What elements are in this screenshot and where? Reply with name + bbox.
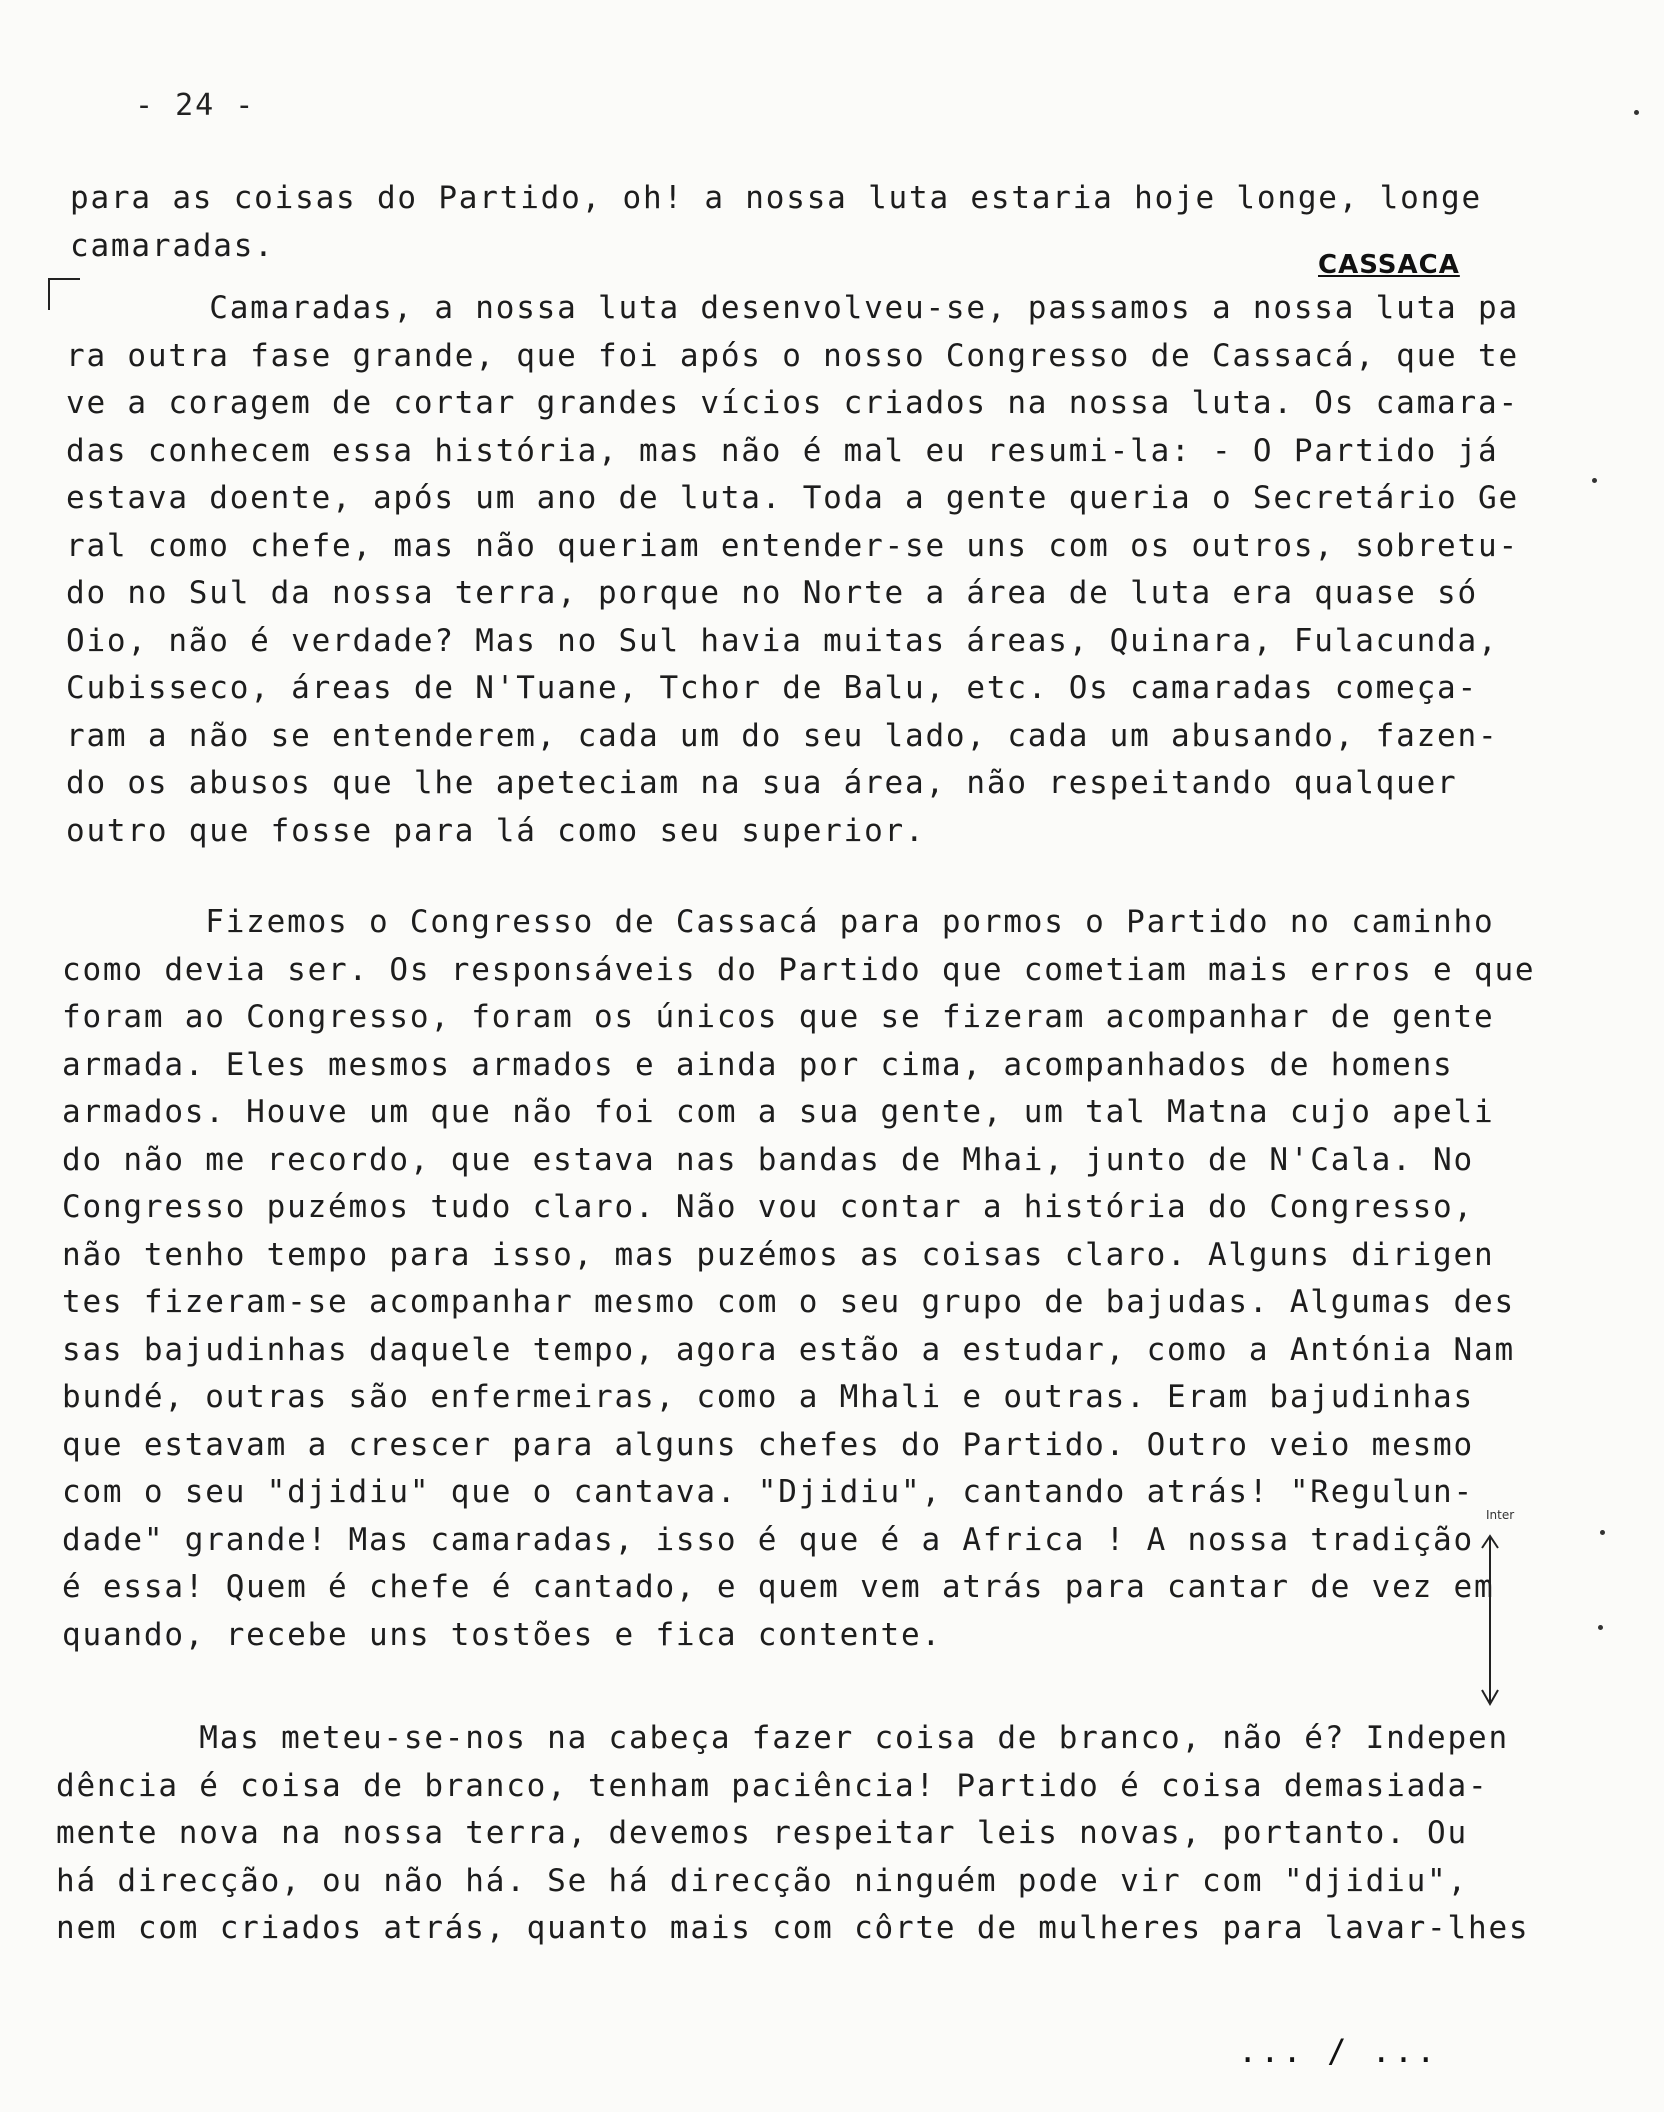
text-line: foram ao Congresso, foram os únicos que se fizeram acompanhar de gente [62, 999, 1495, 1035]
text-line: Camaradas, a nossa luta desenvolveu-se, passamos a nossa luta pa [66, 290, 1519, 326]
text-line: ve a coragem de cortar grandes vícios criados na nossa luta. Os camara- [66, 385, 1519, 421]
continuation-marker: ... / ... [1238, 2032, 1439, 2070]
text-line: armada. Eles mesmos armados e ainda por cima, acompanhados de homens [62, 1046, 1454, 1083]
text-line: Oio, não é verdade? Mas no Sul havia muitas áreas, Quinara, Fulacunda, [66, 622, 1499, 659]
text-line: ral como chefe, mas não queriam entender-se uns com os outros, sobretu- [66, 527, 1519, 564]
text-line: Mas meteu-se-nos na cabeça fazer coisa de branco, não é? Indepen [56, 1720, 1509, 1756]
handwritten-annotation: CASSACA [1318, 250, 1460, 280]
text-line: mente nova na nossa terra, devemos respeitar leis novas, portanto. Ou [56, 1815, 1468, 1851]
text-line: não tenho tempo para isso, mas puzémos as coisas claro. Alguns dirigen [62, 1236, 1495, 1273]
text-line: tes fizeram-se acompanhar mesmo com o seu grupo de bajudas. Algumas des [62, 1284, 1515, 1320]
text-line: quando, recebe uns tostões e fica contente. [62, 1616, 942, 1653]
text-line: do os abusos que lhe apeteciam na sua área, não respeitando qualquer [66, 765, 1458, 801]
text-line: há direcção, ou não há. Se há direcção ninguém pode vir com "djidiu", [56, 1862, 1468, 1899]
scan-speck [1634, 110, 1639, 115]
double-arrow-icon [1478, 1530, 1502, 1710]
scan-speck [1592, 478, 1597, 483]
text-line: camaradas. [70, 227, 275, 264]
page-number: - 24 - [135, 88, 256, 123]
text-line: das conhecem essa história, mas não é mal eu resumi-la: - O Partido já [66, 432, 1499, 469]
margin-note: Inter [1486, 1508, 1515, 1522]
text-line: nem com criados atrás, quanto mais com côrte de mulheres para lavar-lhes [56, 1910, 1530, 1946]
text-line: para as coisas do Partido, oh! a nossa luta estaria hoje longe, longe [70, 180, 1482, 216]
text-line: que estavam a crescer para alguns chefes do Partido. Outro veio mesmo [62, 1426, 1474, 1463]
text-line: dade" grande! Mas camaradas, isso é que é a Africa ! A nossa tradição [62, 1521, 1474, 1558]
text-line: Cubisseco, áreas de N'Tuane, Tchor de Balu, etc. Os camaradas começa- [66, 670, 1478, 706]
text-line: Fizemos o Congresso de Cassacá para pormos o Partido no caminho [62, 904, 1495, 940]
text-line: estava doente, após um ano de luta. Toda a gente queria o Secretário Ge [66, 480, 1519, 516]
text-line: ra outra fase grande, que foi após o nosso Congresso de Cassacá, que te [66, 337, 1519, 374]
text-line: sas bajudinhas daquele tempo, agora estão a estudar, como a Antónia Nam [62, 1331, 1515, 1368]
scan-speck [1600, 1530, 1605, 1535]
text-line: com o seu "djidiu" que o cantava. "Djidiu", cantando atrás! "Regulun- [62, 1474, 1474, 1510]
text-line: ram a não se entenderem, cada um do seu lado, cada um abusando, fazen- [66, 717, 1499, 754]
text-line: do não me recordo, que estava nas bandas de Mhai, junto de N'Cala. No [62, 1141, 1474, 1178]
text-line: é essa! Quem é chefe é cantado, e quem vem atrás para cantar de vez em [62, 1569, 1495, 1605]
text-line: Congresso puzémos tudo claro. Não vou contar a história do Congresso, [62, 1189, 1474, 1225]
text-line: outro que fosse para lá como seu superior. [66, 812, 926, 849]
text-line: como devia ser. Os responsáveis do Partido que cometiam mais erros e que [62, 951, 1536, 988]
scan-speck [1598, 1625, 1603, 1630]
text-line: dência é coisa de branco, tenham paciência! Partido é coisa demasiada- [56, 1767, 1489, 1804]
text-line: bundé, outras são enfermeiras, como a Mhali e outras. Eram bajudinhas [62, 1379, 1474, 1415]
text-line: armados. Houve um que não foi com a sua gente, um tal Matna cujo apeli [62, 1094, 1495, 1130]
text-line: do no Sul da nossa terra, porque no Norte a área de luta era quase só [66, 575, 1478, 611]
